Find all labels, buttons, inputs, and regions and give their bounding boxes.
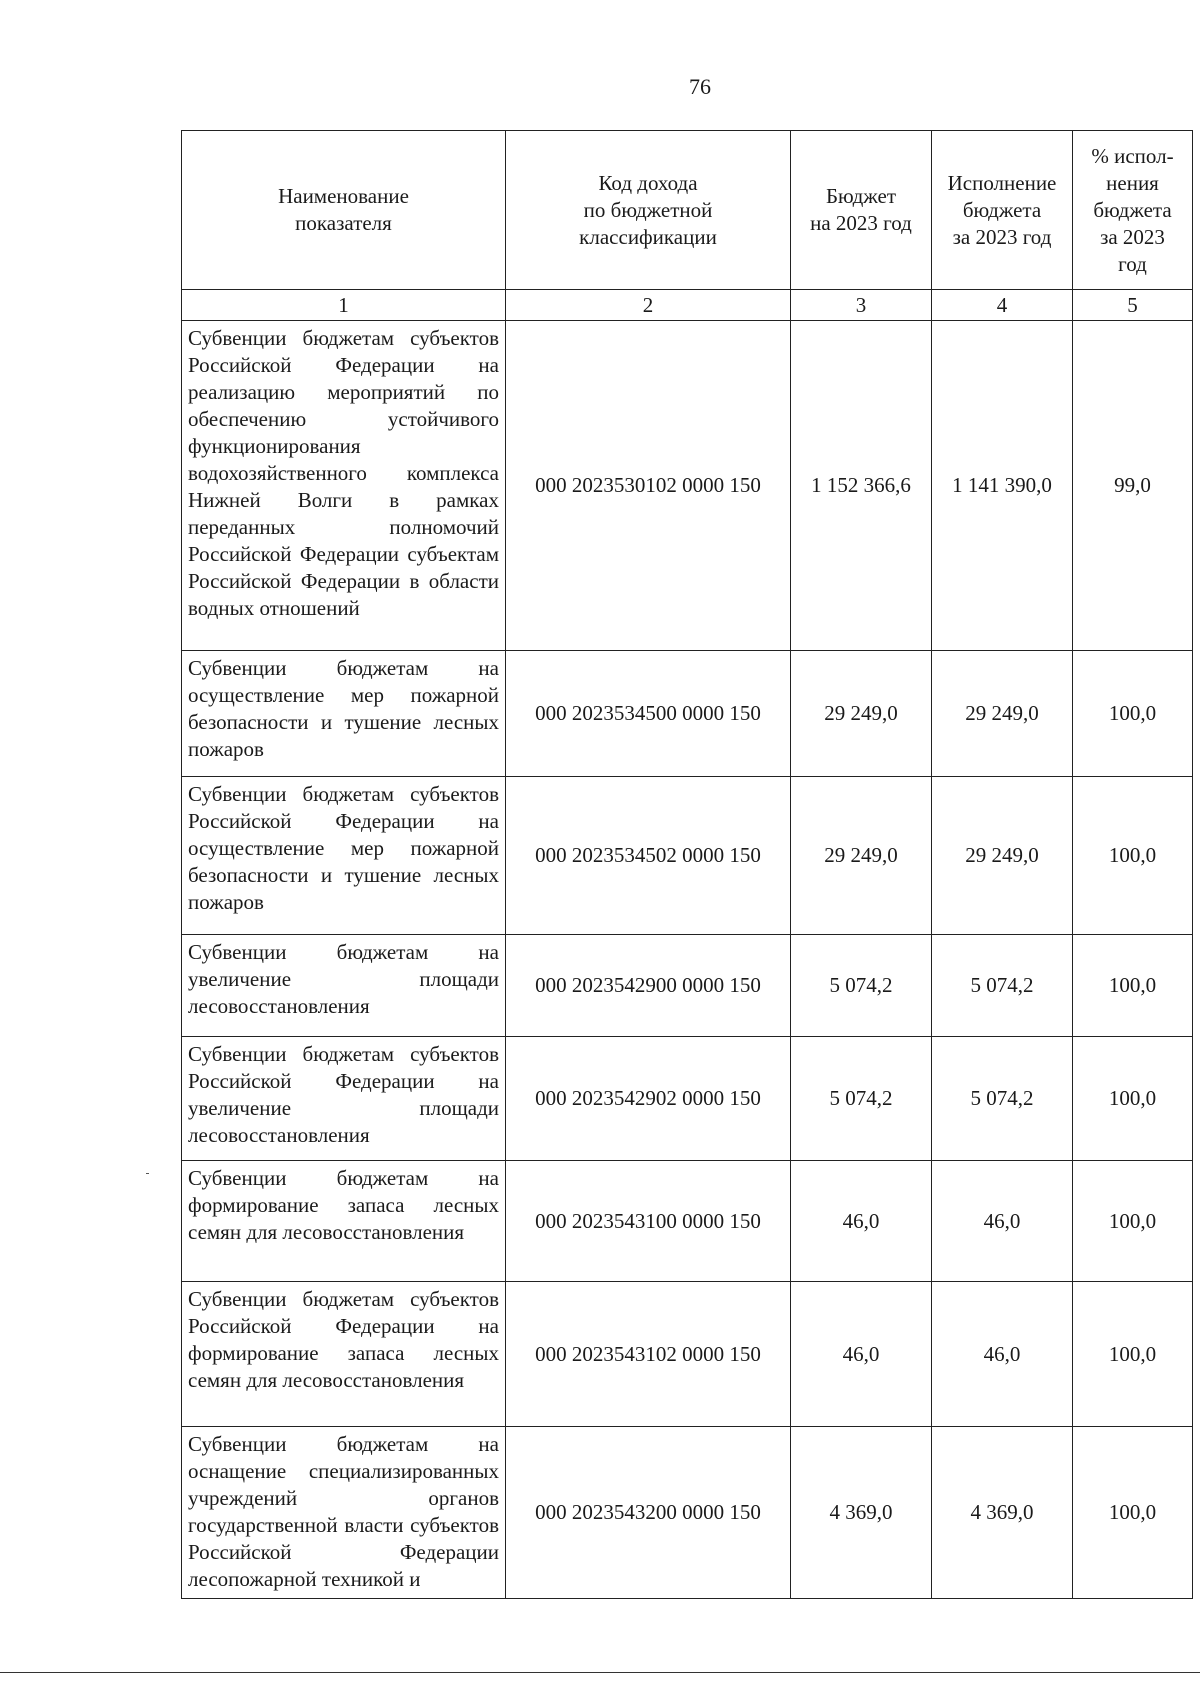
page-number: 76 — [689, 74, 711, 99]
table-row — [182, 321, 1193, 651]
header-line: бюджета — [962, 197, 1042, 222]
row-execution: 46,0 — [932, 1161, 1073, 1282]
row-indicator-name: Субвенции бюджетам на оснащение специализированных учреждений органов государственной власти субъектов Российской Федерации лесопожарной техникой и — [182, 1427, 506, 1599]
column-number: 2 — [506, 290, 791, 321]
row-execution: 29 249,0 — [932, 651, 1073, 777]
row-indicator-name: Субвенции бюджетам на формирование запаса лесных семян для лесовосстановления — [182, 1161, 506, 1282]
row-income-code: 000 2023543100 0000 150 — [506, 1161, 791, 1282]
row-income-code: 000 2023534502 0000 150 — [506, 777, 791, 935]
header-income-code — [506, 131, 791, 290]
row-indicator-name: Субвенции бюджетам субъектов Российской Федерации на осуществление мер пожарной безопасности и тушение лесных пожаров — [182, 777, 506, 935]
header-line: % испол- — [1091, 143, 1174, 168]
table-row — [182, 1427, 1193, 1599]
column-numbers-row — [182, 290, 1193, 321]
row-percent: 100,0 — [1073, 1427, 1193, 1599]
scan-mark — [146, 1173, 149, 1174]
row-percent: 100,0 — [1073, 1282, 1193, 1427]
row-indicator-name: Субвенции бюджетам субъектов Российской Федерации на реализацию мероприятий по обеспечению устойчивого функционирования водохозяйственного комплекса Нижней Волги в рамках переданных полномочий Российской Федерации субъектам Российской Федерации в области водных отношений — [182, 321, 506, 651]
table-row — [182, 1282, 1193, 1427]
table-header-row — [182, 131, 1193, 290]
row-execution: 29 249,0 — [932, 777, 1073, 935]
header-line: бюджета — [1093, 197, 1172, 222]
row-indicator-name: Субвенции бюджетам субъектов Российской Федерации на формирование запаса лесных семян для лесовосстановления — [182, 1282, 506, 1427]
row-execution: 46,0 — [932, 1282, 1073, 1427]
header-line: по бюджетной — [583, 197, 713, 222]
table-row — [182, 777, 1193, 935]
column-number: 5 — [1073, 290, 1193, 321]
row-income-code: 000 2023534500 0000 150 — [506, 651, 791, 777]
header-line: год — [1118, 251, 1147, 276]
header-line: за 2023 год — [952, 224, 1052, 249]
row-income-code: 000 2023542900 0000 150 — [506, 935, 791, 1037]
row-percent: 100,0 — [1073, 935, 1193, 1037]
row-budget: 1 152 366,6 — [791, 321, 932, 651]
table-row — [182, 651, 1193, 777]
row-percent: 100,0 — [1073, 777, 1193, 935]
page-bottom-rule — [0, 1672, 1200, 1673]
header-line: нения — [1106, 170, 1159, 195]
table-row — [182, 935, 1193, 1037]
row-percent: 100,0 — [1073, 1037, 1193, 1161]
header-execution-percent — [1073, 131, 1193, 290]
row-percent: 100,0 — [1073, 1161, 1193, 1282]
row-budget: 46,0 — [791, 1161, 932, 1282]
row-execution: 5 074,2 — [932, 935, 1073, 1037]
header-line: Код дохода — [598, 170, 698, 195]
row-budget: 4 369,0 — [791, 1427, 932, 1599]
row-income-code: 000 2023530102 0000 150 — [506, 321, 791, 651]
row-income-code: 000 2023542902 0000 150 — [506, 1037, 791, 1161]
row-indicator-name: Субвенции бюджетам на увеличение площади лесовосстановления — [182, 935, 506, 1037]
column-number: 1 — [182, 290, 506, 321]
row-budget: 5 074,2 — [791, 935, 932, 1037]
header-line: на 2023 год — [810, 211, 912, 235]
row-indicator-name: Субвенции бюджетам на осуществление мер пожарной безопасности и тушение лесных пожаров — [182, 651, 506, 777]
header-line: классификации — [579, 224, 717, 249]
header-line: Исполнение — [947, 170, 1057, 195]
table-row — [182, 1037, 1193, 1161]
row-income-code: 000 2023543200 0000 150 — [506, 1427, 791, 1599]
row-indicator-name: Субвенции бюджетам субъектов Российской Федерации на увеличение площади лесовосстановления — [182, 1037, 506, 1161]
column-number: 3 — [791, 290, 932, 321]
row-execution: 1 141 390,0 — [932, 321, 1073, 651]
row-budget: 29 249,0 — [791, 777, 932, 935]
row-percent: 100,0 — [1073, 651, 1193, 777]
row-income-code: 000 2023543102 0000 150 — [506, 1282, 791, 1427]
header-budget-2023 — [791, 131, 932, 290]
row-percent: 99,0 — [1073, 321, 1193, 651]
header-execution-2023 — [932, 131, 1073, 290]
header-indicator-name — [182, 131, 506, 290]
row-budget: 29 249,0 — [791, 651, 932, 777]
column-number: 4 — [932, 290, 1073, 321]
table-row — [182, 1161, 1193, 1282]
row-budget: 46,0 — [791, 1282, 932, 1427]
header-line: за 2023 — [1100, 224, 1165, 249]
header-line: показателя — [295, 211, 392, 235]
row-execution: 5 074,2 — [932, 1037, 1073, 1161]
row-execution: 4 369,0 — [932, 1427, 1073, 1599]
row-budget: 5 074,2 — [791, 1037, 932, 1161]
header-line: Бюджет — [825, 184, 897, 208]
budget-table — [181, 130, 1193, 1599]
header-line: Наименование — [278, 184, 409, 208]
